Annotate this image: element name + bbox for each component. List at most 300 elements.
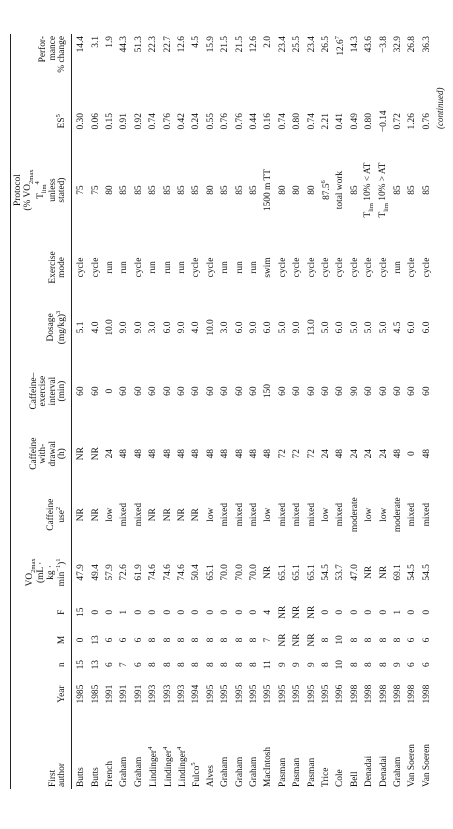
cell-use: NR (177, 508, 188, 522)
cell-f: 0 (105, 609, 116, 615)
cell-use: low (364, 507, 375, 522)
cell-interval: 60 (320, 386, 331, 396)
table-row (262, 34, 276, 789)
cell-use: NR (148, 508, 159, 522)
cell-f: 0 (162, 609, 173, 615)
cell-vo2: 74.6 (162, 564, 173, 581)
cell-vo2: 74.6 (148, 564, 159, 581)
cell-n: 8 (378, 662, 389, 668)
cell-withdrawal: 48 (177, 449, 188, 459)
cell-dosage: 5.0 (349, 321, 360, 334)
cell-year: 1985 (90, 684, 101, 704)
cell-protocol: 85 (407, 185, 418, 195)
cell-use: mixed (407, 502, 418, 527)
cell-year: 1995 (320, 684, 331, 704)
cell-mode: run (392, 261, 403, 274)
cell-withdrawal: 48 (392, 449, 403, 459)
cell-interval: 150 (263, 384, 274, 399)
cell-perf: 23.4 (277, 36, 288, 53)
cell-m: 6 (133, 637, 144, 643)
cell-es: 0.76 (162, 113, 173, 130)
cell-n: 7 (119, 662, 130, 668)
cell-n: 9 (292, 662, 303, 668)
cell-year: 1991 (105, 684, 116, 704)
cell-n: 8 (162, 662, 173, 668)
cell-author: Van Soeren (421, 744, 432, 787)
header-m: M (13, 626, 71, 654)
cell-withdrawal: 48 (119, 449, 130, 459)
cell-year: 1995 (248, 684, 259, 704)
cell-m: 8 (378, 637, 389, 643)
cell-interval: 60 (220, 386, 231, 396)
cell-dosage: 9.0 (177, 321, 188, 334)
cell-withdrawal: 24 (349, 449, 360, 459)
header-es: $ES^5$ (13, 100, 71, 142)
cell-vo2: 57.9 (105, 564, 116, 581)
cell-mode: cycle (76, 257, 87, 278)
cell-m: 8 (191, 637, 202, 643)
cell-n: 8 (349, 662, 360, 668)
cell-mode: run (248, 261, 259, 274)
cell-use: mixed (133, 502, 144, 527)
header-dosage: Dosage $(mg/kg)^3$ (13, 297, 71, 358)
cell-mode: cycle (349, 257, 360, 278)
cell-dosage: 6.0 (407, 321, 418, 334)
cell-author: Trice (320, 767, 331, 787)
cell-use: low (205, 507, 216, 522)
cell-withdrawal: 48 (248, 449, 259, 459)
table-row (132, 34, 146, 789)
cell-m: 6 (105, 637, 116, 643)
cell-interval: 60 (335, 386, 346, 396)
cell-perf: 4.5 (191, 36, 202, 48)
caffeine-studies-table (10, 34, 435, 789)
cell-es: 0.80 (364, 113, 375, 130)
cell-mode: run (177, 261, 188, 274)
cell-mode: cycle (191, 257, 202, 278)
cell-author: Graham (248, 756, 259, 787)
cell-withdrawal: 24 (364, 449, 375, 459)
cell-withdrawal: 48 (148, 449, 159, 459)
cell-perf: −3.8 (378, 36, 389, 54)
cell-protocol: $T_{lim}$ 10% > AT (377, 162, 390, 218)
cell-m: 0 (76, 637, 87, 643)
cell-withdrawal: 48 (263, 449, 274, 459)
cell-interval: 90 (349, 386, 360, 396)
cell-author: Denadai (364, 755, 375, 787)
table-row (334, 34, 348, 789)
cell-vo2: 74.6 (177, 564, 188, 581)
cell-use: mixed (234, 502, 245, 527)
cell-protocol: 85 (248, 185, 259, 195)
cell-f: NR (292, 605, 303, 619)
cell-protocol: 87.5$^6$ (319, 180, 332, 200)
cell-dosage: 9.0 (133, 321, 144, 334)
cell-perf: 3.1 (90, 36, 101, 48)
cell-interval: 60 (133, 386, 144, 396)
cell-perf: 51.3 (133, 36, 144, 53)
cell-use: moderate (349, 497, 360, 533)
cell-year: 1993 (148, 684, 159, 704)
cell-use: NR (90, 508, 101, 522)
cell-use: NR (191, 508, 202, 522)
cell-use: mixed (306, 502, 317, 527)
cell-year: 1996 (335, 684, 346, 704)
cell-n: 9 (392, 662, 403, 668)
cell-author: Lindinger$^4$ (147, 746, 160, 787)
cell-n: 8 (320, 662, 331, 668)
cell-year: 1995 (292, 684, 303, 704)
cell-es: 0.41 (335, 113, 346, 130)
cell-mode: cycle (133, 257, 144, 278)
cell-es: 1.26 (407, 113, 418, 130)
table-row (377, 34, 391, 789)
cell-n: 9 (306, 662, 317, 668)
cell-f: 0 (133, 609, 144, 615)
cell-author: Pasman (306, 757, 317, 787)
cell-year: 1993 (162, 684, 173, 704)
cell-use: mixed (421, 502, 432, 527)
cell-perf: 36.3 (421, 36, 432, 53)
cell-es: 0.16 (263, 113, 274, 130)
cell-author: Pasman (292, 757, 303, 787)
table-row (248, 34, 262, 789)
cell-m: 8 (162, 637, 173, 643)
cell-protocol: 85 (421, 185, 432, 195)
cell-protocol: 1500 m TT (263, 169, 274, 212)
cell-mode: cycle (205, 257, 216, 278)
cell-withdrawal: NR (90, 447, 101, 461)
cell-perf: 25.5 (292, 36, 303, 53)
cell-author: Alves (205, 765, 216, 787)
cell-dosage: 5.0 (364, 321, 375, 334)
cell-protocol: 80 (306, 185, 317, 195)
cell-dosage: 6.0 (335, 321, 346, 334)
cell-dosage: 3.0 (148, 321, 159, 334)
cell-protocol: 80 (292, 185, 303, 195)
cell-f: 1 (392, 609, 403, 615)
cell-es: 0.74 (148, 113, 159, 130)
cell-protocol: 80 (205, 185, 216, 195)
cell-year: 1995 (263, 684, 274, 704)
cell-m: 7 (263, 637, 274, 643)
cell-mode: swim (263, 257, 274, 278)
cell-mode: cycle (320, 257, 331, 278)
cell-year: 1998 (421, 684, 432, 704)
cell-es: 0.80 (292, 113, 303, 130)
cell-protocol: 85 (349, 185, 360, 195)
cell-perf: 1.9 (105, 36, 116, 48)
table-row (291, 34, 305, 789)
cell-author: Denadai (378, 755, 389, 787)
cell-vo2: 70.0 (234, 564, 245, 581)
cell-interval: 60 (205, 386, 216, 396)
cell-protocol: 85 (162, 185, 173, 195)
cell-mode: run (105, 261, 116, 274)
cell-protocol: 85 (119, 185, 130, 195)
cell-perf: 2.0 (263, 36, 274, 48)
cell-f: 0 (220, 609, 231, 615)
table-row (420, 34, 434, 789)
cell-interval: 60 (277, 386, 288, 396)
cell-protocol: 85 (148, 185, 159, 195)
cell-vo2: NR (364, 565, 375, 579)
cell-perf: 12.6 (248, 36, 259, 53)
cell-year: 1998 (378, 684, 389, 704)
cell-author: MacIntosh (263, 746, 274, 787)
cell-year: 1991 (133, 684, 144, 704)
cell-n: 6 (133, 662, 144, 668)
cell-use: mixed (277, 502, 288, 527)
cell-withdrawal: 72 (292, 449, 303, 459)
cell-protocol: $T_{lim}$ 10% < AT (363, 162, 376, 218)
cell-f: 15 (76, 607, 87, 617)
cell-dosage: 10.0 (105, 319, 116, 336)
cell-author: Graham (392, 756, 403, 787)
header-performance: Perfor- mance % change (13, 34, 71, 100)
cell-n: 8 (220, 662, 231, 668)
cell-f: 0 (177, 609, 188, 615)
cell-interval: 60 (162, 386, 173, 396)
cell-es: 0.06 (90, 113, 101, 130)
cell-m: NR (277, 633, 288, 647)
cell-f: 0 (205, 609, 216, 615)
cell-dosage: 3.0 (220, 321, 231, 334)
cell-n: 6 (421, 662, 432, 668)
cell-es: 0.42 (177, 113, 188, 130)
cell-vo2: 65.1 (205, 564, 216, 581)
cell-year: 1993 (177, 684, 188, 704)
cell-dosage: 4.0 (191, 321, 202, 334)
cell-withdrawal: 24 (378, 449, 389, 459)
cell-perf: 26.5 (320, 36, 331, 53)
cell-vo2: 47.9 (76, 564, 87, 581)
cell-dosage: 4.5 (392, 321, 403, 334)
cell-year: 1995 (220, 684, 231, 704)
cell-interval: 60 (421, 386, 432, 396)
cell-m: 6 (407, 637, 418, 643)
cell-interval: 60 (392, 386, 403, 396)
table-row (71, 34, 89, 789)
cell-protocol: 85 (234, 185, 245, 195)
cell-mode: cycle (335, 257, 346, 278)
header-withdrawal: Caffeine with- drawal (h) (13, 424, 71, 483)
cell-m: 6 (421, 637, 432, 643)
table-row (392, 34, 406, 789)
cell-interval: 60 (292, 386, 303, 396)
cell-interval: 60 (378, 386, 389, 396)
cell-dosage: 9.0 (119, 321, 130, 334)
cell-es: 0.76 (234, 113, 245, 130)
cell-mode: cycle (90, 257, 101, 278)
cell-n: 8 (205, 662, 216, 668)
cell-use: mixed (119, 502, 130, 527)
cell-withdrawal: 48 (421, 449, 432, 459)
cell-f: 0 (90, 609, 101, 615)
cell-interval: 60 (407, 386, 418, 396)
cell-year: 1995 (234, 684, 245, 704)
cell-protocol: 75 (90, 185, 101, 195)
cell-n: 8 (248, 662, 259, 668)
cell-m: 8 (392, 637, 403, 643)
cell-n: 13 (90, 660, 101, 670)
cell-n: 6 (105, 662, 116, 668)
cell-perf: 14.3 (349, 36, 360, 53)
cell-f: 0 (421, 609, 432, 615)
cell-protocol: 80 (277, 185, 288, 195)
cell-m: 8 (220, 637, 231, 643)
cell-vo2: 65.1 (306, 564, 317, 581)
cell-interval: 60 (90, 386, 101, 396)
cell-es: −0.14 (378, 110, 389, 133)
cell-vo2: 54.5 (421, 564, 432, 581)
cell-m: 8 (248, 637, 259, 643)
cell-dosage: 5.1 (76, 321, 87, 334)
cell-n: 15 (76, 660, 87, 670)
cell-vo2: 65.1 (292, 564, 303, 581)
table-header-row (13, 34, 71, 789)
header-vo2max: $VO_{2max}$ (mL · kg · $\min^{-1})^1$ (13, 546, 71, 598)
cell-es: 0.76 (220, 113, 231, 130)
cell-m: 8 (320, 637, 331, 643)
cell-dosage: 6.0 (162, 321, 173, 334)
cell-vo2: NR (263, 565, 274, 579)
cell-n: 8 (148, 662, 159, 668)
cell-perf: 22.3 (148, 36, 159, 53)
cell-m: 8 (177, 637, 188, 643)
cell-use: moderate (392, 497, 403, 533)
table-row (118, 34, 132, 789)
cell-author: Pasman (277, 757, 288, 787)
cell-dosage: 5.0 (320, 321, 331, 334)
cell-es: 2.21 (320, 113, 331, 130)
cell-mode: run (234, 261, 245, 274)
cell-perf: 22.7 (162, 36, 173, 53)
cell-m: NR (292, 633, 303, 647)
cell-dosage: 9.0 (292, 321, 303, 334)
cell-dosage: 10.0 (205, 319, 216, 336)
cell-mode: cycle (378, 257, 389, 278)
header-protocol: Protocol (% $VO_{2max}$ $T_{lim}^4$ unless stated) (13, 142, 71, 238)
table-row (320, 34, 334, 789)
cell-author: Graham (133, 756, 144, 787)
table-row (147, 34, 161, 789)
cell-protocol: total work (335, 170, 346, 210)
cell-year: 1998 (407, 684, 418, 704)
cell-mode: run (119, 261, 130, 274)
cell-interval: 60 (148, 386, 159, 396)
cell-n: 11 (263, 660, 274, 670)
header-exercise-mode: Exercise mode (13, 238, 71, 297)
cell-n: 8 (191, 662, 202, 668)
cell-es: 0.44 (248, 113, 259, 130)
cell-n: 8 (364, 662, 375, 668)
table-row (233, 34, 247, 789)
cell-mode: run (162, 261, 173, 274)
cell-es: 0.91 (119, 113, 130, 130)
cell-withdrawal: 48 (191, 449, 202, 459)
cell-perf: 32.9 (392, 36, 403, 53)
cell-use: mixed (220, 502, 231, 527)
cell-mode: cycle (407, 257, 418, 278)
cell-f: 0 (148, 609, 159, 615)
cell-withdrawal: 72 (277, 449, 288, 459)
header-year: Year (13, 676, 71, 713)
cell-f: 4 (263, 609, 274, 615)
cell-dosage: 5.0 (378, 321, 389, 334)
cell-vo2: 53.7 (335, 564, 346, 581)
cell-f: 1 (119, 609, 130, 615)
cell-year: 1995 (277, 684, 288, 704)
table-row (176, 34, 190, 789)
cell-vo2: 54.5 (407, 564, 418, 581)
cell-f: NR (277, 605, 288, 619)
cell-f: 0 (335, 609, 346, 615)
cell-f: 0 (248, 609, 259, 615)
cell-n: 8 (234, 662, 245, 668)
cell-protocol: 75 (76, 185, 87, 195)
cell-f: 0 (349, 609, 360, 615)
cell-vo2: 70.0 (220, 564, 231, 581)
table-row (363, 34, 377, 789)
cell-perf: 12.6$^7$ (334, 36, 347, 56)
cell-author: Graham (234, 756, 245, 787)
cell-f: 0 (364, 609, 375, 615)
cell-f: 0 (191, 609, 202, 615)
cell-mode: cycle (421, 257, 432, 278)
header-first-author: First author (13, 713, 71, 789)
cell-author: Fulco$^5$ (190, 762, 203, 787)
cell-withdrawal: 48 (133, 449, 144, 459)
cell-interval: 60 (177, 386, 188, 396)
cell-vo2: 49.4 (90, 564, 101, 581)
cell-interval: 60 (191, 386, 202, 396)
cell-m: NR (306, 633, 317, 647)
cell-m: 8 (349, 637, 360, 643)
cell-year: 1985 (76, 684, 87, 704)
cell-interval: 60 (76, 386, 87, 396)
cell-withdrawal: 48 (220, 449, 231, 459)
table-row (190, 34, 204, 789)
cell-withdrawal: 24 (320, 449, 331, 459)
cell-year: 1995 (306, 684, 317, 704)
cell-author: Bell (349, 771, 360, 787)
cell-mode: cycle (277, 257, 288, 278)
cell-interval: 60 (248, 386, 259, 396)
cell-f: 0 (234, 609, 245, 615)
header-caffeine-use: Caffeine use$^2$ (13, 483, 71, 546)
table-row (348, 34, 362, 789)
cell-mode: cycle (364, 257, 375, 278)
cell-interval: 60 (306, 386, 317, 396)
cell-perf: 26.8 (407, 36, 418, 53)
cell-dosage: 13.0 (306, 319, 317, 336)
header-n: n (13, 654, 71, 676)
cell-protocol: 85 (133, 185, 144, 195)
cell-mode: cycle (306, 257, 317, 278)
cell-dosage: 6.0 (421, 321, 432, 334)
cell-author: Graham (119, 756, 130, 787)
cell-f: 0 (320, 609, 331, 615)
cell-interval: 60 (234, 386, 245, 396)
cell-use: low (263, 507, 274, 522)
cell-m: 8 (148, 637, 159, 643)
cell-vo2: 61.9 (133, 564, 144, 581)
header-interval: Caffeine– exercise interval (min) (13, 358, 71, 424)
cell-es: 0.74 (306, 113, 317, 130)
cell-author: Van Soeren (407, 744, 418, 787)
cell-vo2: 50.4 (191, 564, 202, 581)
